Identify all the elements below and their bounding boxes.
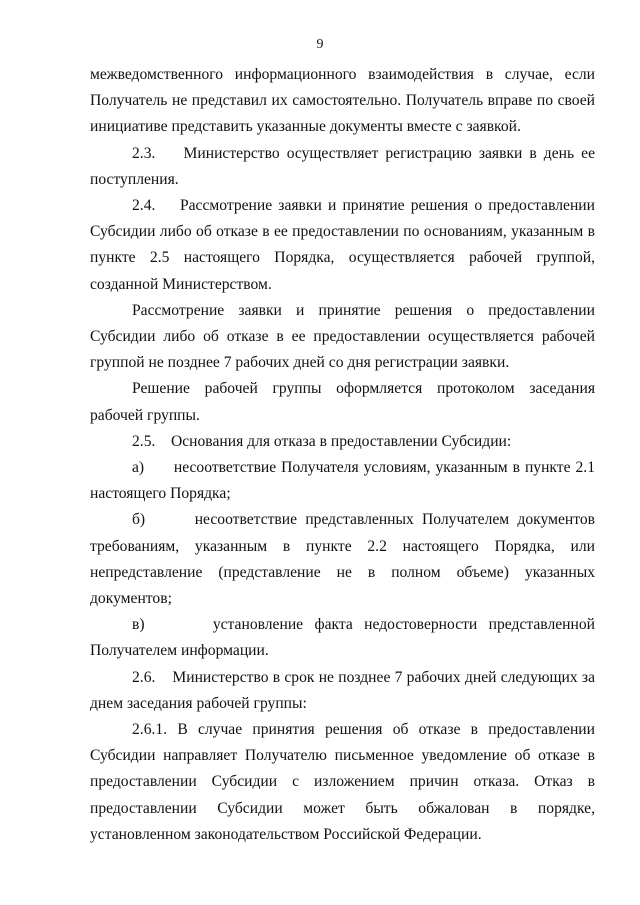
- paragraph-review-deadline: Рассмотрение заявки и принятие решения о предоставлении Субсидии либо об отказе в ее предоставлении осуществляется рабочей группой не позднее 7 рабочих дней со дня регистрации заявки.: [90, 301, 595, 372]
- list-item-a: а) несоответствие Получателя условиям, указанным в пункте 2.1 настоящего Порядка;: [90, 459, 599, 503]
- paragraph-decision-protocol: Решение рабочей группы оформляется протоколом заседания рабочей группы.: [90, 380, 595, 424]
- paragraph-2-3: 2.3. Министерство осуществляет регистрацию заявки в день ее поступления.: [90, 144, 599, 188]
- document-body: [90, 62, 599, 848]
- list-item-b: б) несоответствие представленных Получателем документов требованиям, указанным в пункте 2.2 настоящего Порядка, или непредставление (представление не в полном объеме) указанных документов;: [90, 511, 599, 608]
- paragraph-2-5: 2.5. Основания для отказа в предоставлении Субсидии:: [132, 432, 512, 450]
- paragraph-2-6-1: 2.6.1. В случае принятия решения об отказе в предоставлении Субсидии направляет Получателю письменное уведомление об отказе в предоставлении Субсидии с изложением причин отказа. Отказ в предоставлении Субсидии может быть обжалован в порядке, установленном законодательством Российской Федерации.: [90, 721, 595, 843]
- paragraph-continuation: межведомственного информационного взаимодействия в случае, если Получатель не представил их самостоятельно. Получатель вправе по своей инициативе представить указанные документы вместе с заявкой.: [90, 66, 595, 136]
- page-number: 9: [316, 37, 324, 52]
- paragraph-2-4: 2.4. Рассмотрение заявки и принятие решения о предоставлении Субсидии либо об отказе в ее предоставлении по основаниям, указанным в пункте 2.5 настоящего Порядка, осуществляется рабочей группой, созданной Министерством.: [90, 197, 599, 293]
- paragraph-2-6: 2.6. Министерство в срок не позднее 7 рабочих дней следующих за днем заседания рабочей группы:: [90, 668, 599, 712]
- list-item-v: в) установление факта недостоверности представленной Получателем информации.: [90, 616, 599, 660]
